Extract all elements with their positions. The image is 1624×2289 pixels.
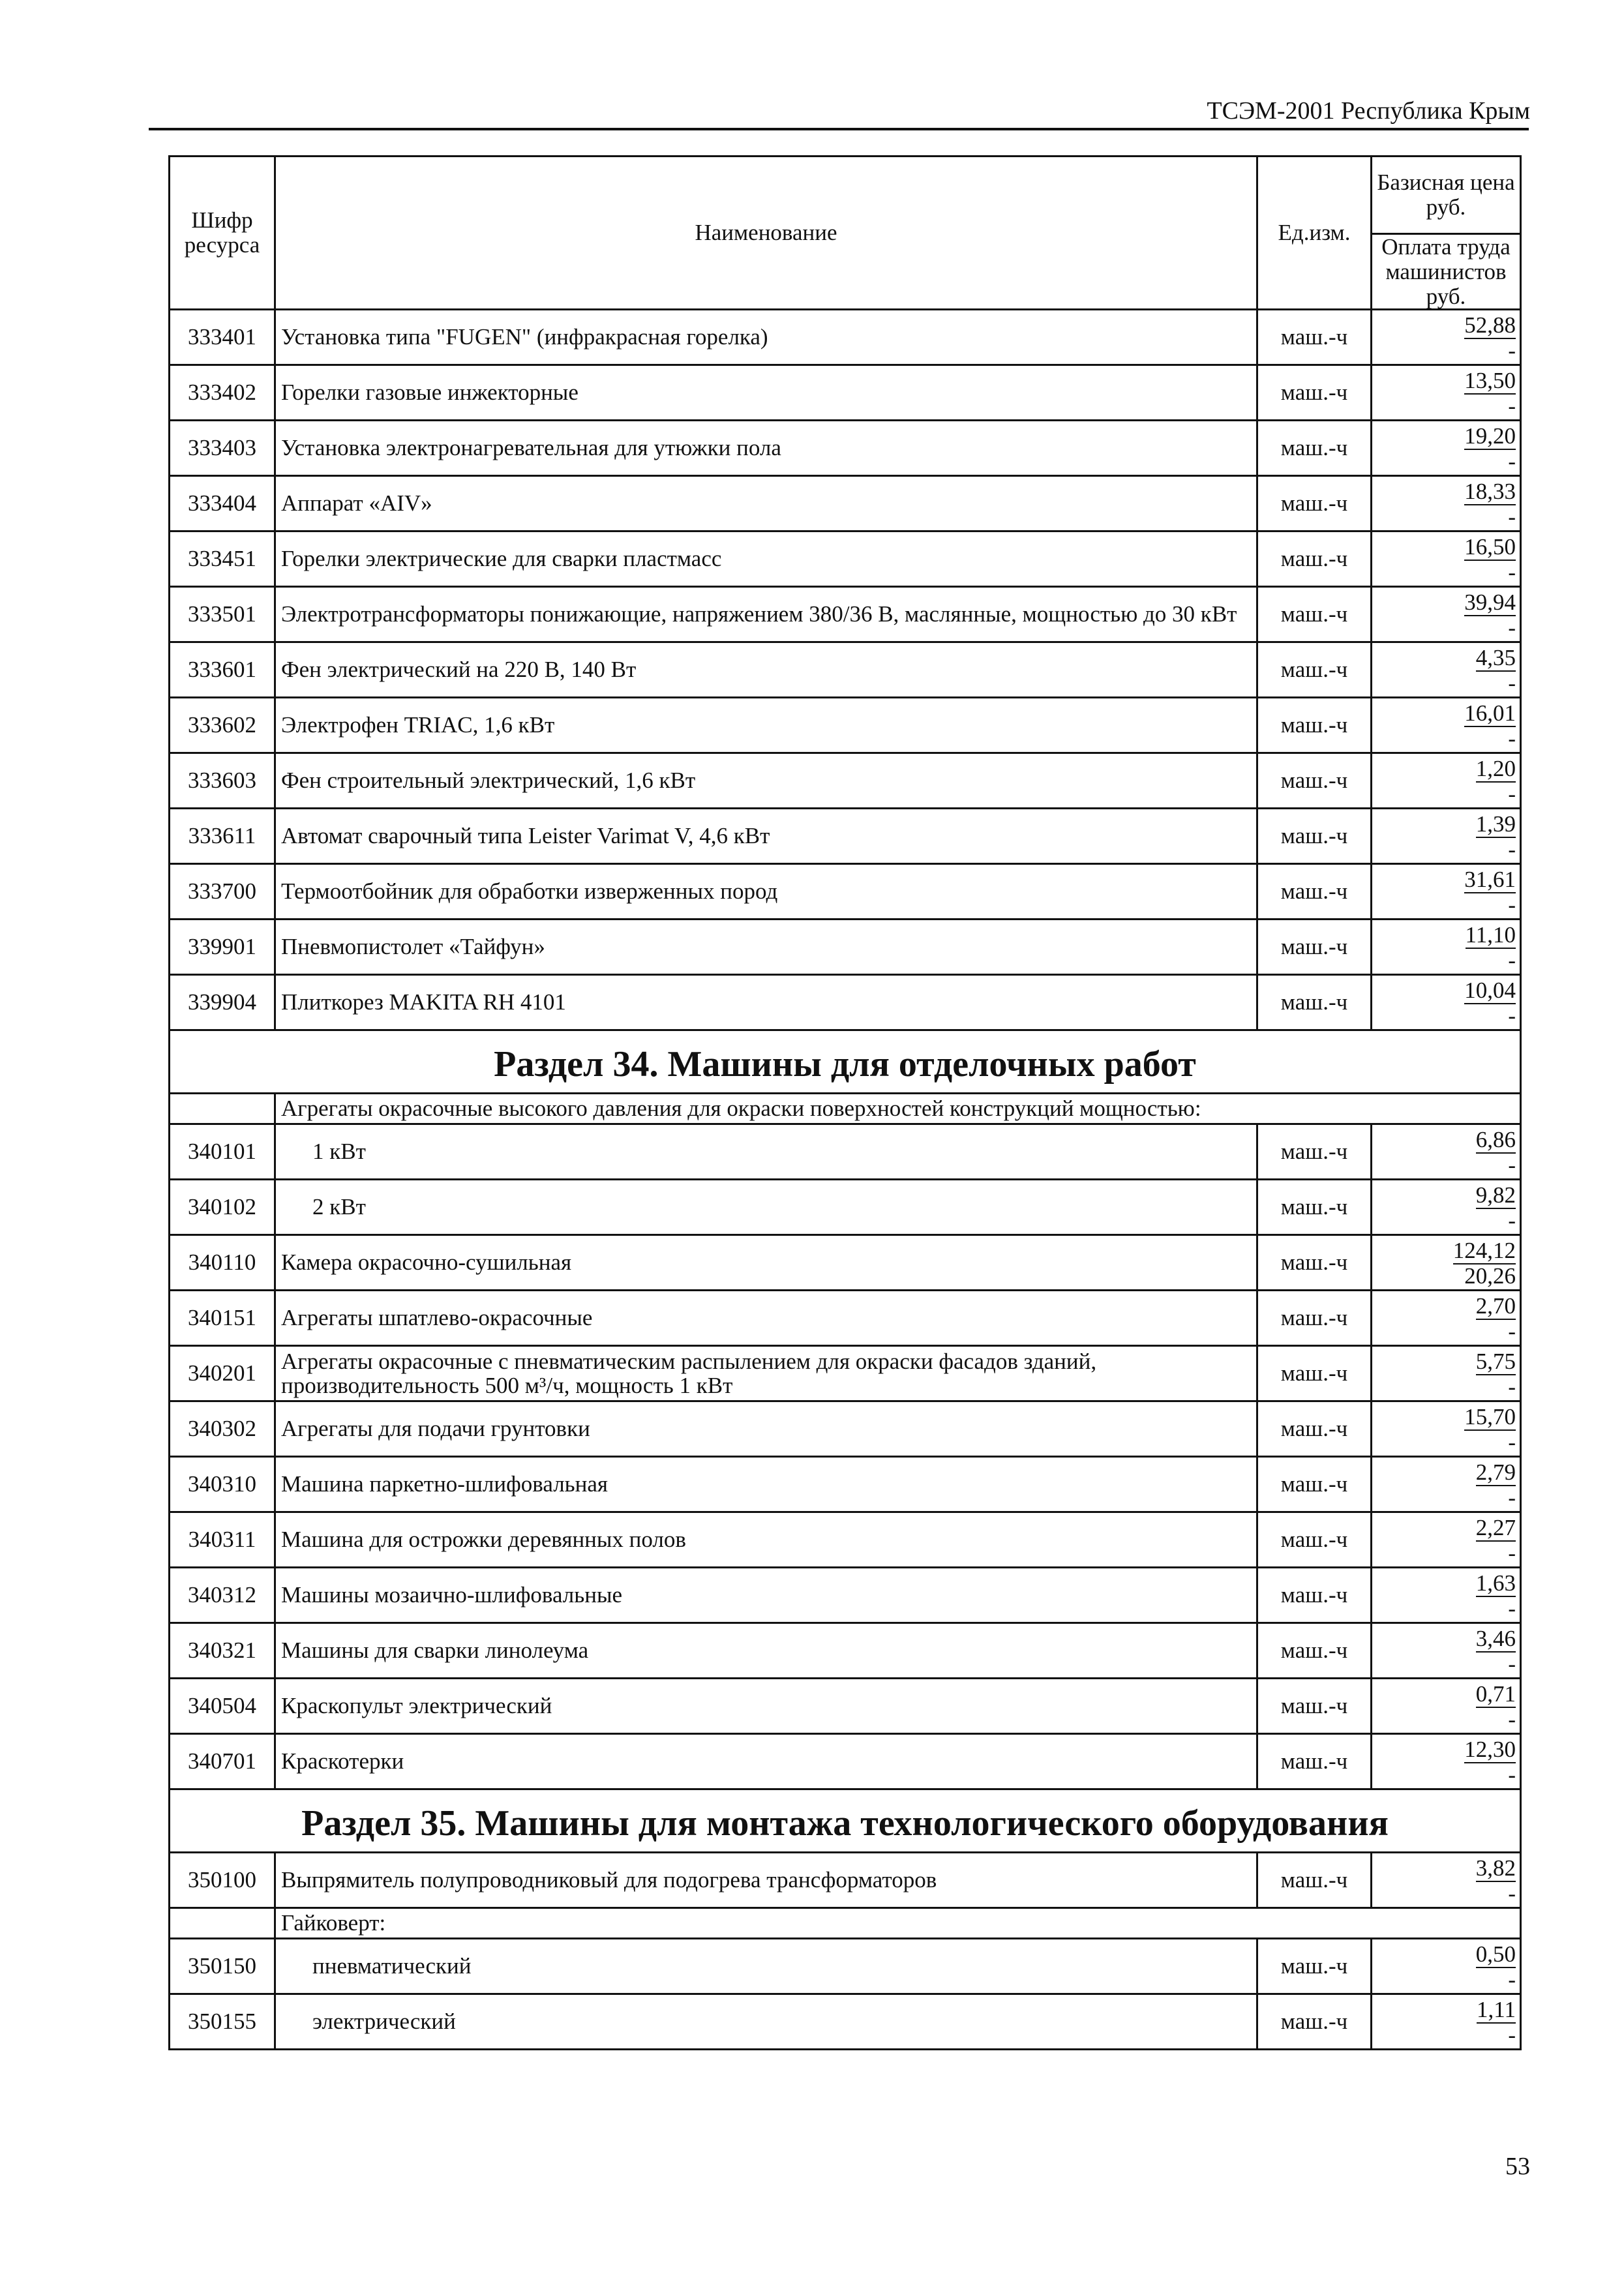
base-price: 0,50 [1475,1941,1516,1967]
base-price: 10,04 [1464,978,1516,1004]
price-cell [1372,1853,1521,1908]
operator-pay: - [1508,1002,1516,1028]
resource-name: Агрегаты окрасочные с пневматическим распылением для окраски фасадов зданий, производительность 500 м³/ч, мощность 1 кВт [275,1346,1257,1401]
table-row [170,1457,1521,1512]
table-row [170,310,1521,365]
resource-code: 333401 [170,310,275,365]
resource-code: 339901 [170,920,275,975]
table-row [170,531,1521,587]
resource-name: Краскопульт электрический [275,1679,1257,1734]
price-cell [1372,1994,1521,2050]
price-cell [1372,864,1521,920]
base-price: 1,11 [1477,1997,1516,2023]
table-header-row [170,157,1521,234]
base-price: 1,63 [1475,1570,1516,1596]
price-cell [1372,920,1521,975]
base-price: 5,75 [1475,1349,1516,1375]
table-row [170,1679,1521,1734]
resource-unit: маш.-ч [1257,975,1372,1030]
price-cell [1372,1180,1521,1235]
header-rule [149,128,1529,130]
operator-pay: - [1508,2022,1516,2048]
resource-code: 333402 [170,365,275,421]
resource-name: Агрегаты для подачи грунтовки [275,1401,1257,1457]
resource-unit: маш.-ч [1257,421,1372,476]
resource-code: 340302 [170,1401,275,1457]
resource-unit: маш.-ч [1257,1235,1372,1291]
operator-pay: - [1508,614,1516,640]
resource-code: 333451 [170,531,275,587]
resource-code: 340201 [170,1346,275,1401]
price-cell [1372,698,1521,753]
resource-unit: маш.-ч [1257,1853,1372,1908]
resource-name: Камера окрасочно-сушильная [275,1235,1257,1291]
table-row [170,1180,1521,1235]
table-row [170,587,1521,642]
resource-code: 333403 [170,421,275,476]
resource-unit: маш.-ч [1257,1994,1372,2050]
resource-name: 2 кВт [275,1180,1257,1235]
resource-code: 333700 [170,864,275,920]
base-price: 2,70 [1475,1293,1516,1319]
resource-unit: маш.-ч [1257,1180,1372,1235]
operator-pay: - [1508,1429,1516,1455]
operator-pay: - [1508,1373,1516,1399]
resource-name: Электрофен TRIAC, 1,6 кВт [275,698,1257,753]
resource-name: Выпрямитель полупроводниковый для подогрева трансформаторов [275,1853,1257,1908]
base-price: 0,71 [1475,1681,1516,1707]
operator-pay: - [1508,891,1516,918]
operator-pay: - [1508,1484,1516,1510]
resource-unit: маш.-ч [1257,1401,1372,1457]
resource-code: 350155 [170,1994,275,2050]
table-row [170,365,1521,421]
base-price: 13,50 [1464,368,1516,394]
table-row [170,1346,1521,1401]
table-row [170,975,1521,1030]
resource-unit: маш.-ч [1257,1512,1372,1568]
column-header-operator-pay: Оплата труда машинистов руб. [1372,234,1521,310]
document-title: ТСЭМ-2001 Республика Крым [1207,97,1530,125]
base-price: 16,50 [1464,534,1516,560]
resource-name: Горелки электрические для сварки пластмасс [275,531,1257,587]
resource-unit: маш.-ч [1257,1457,1372,1512]
resource-code: 350150 [170,1939,275,1994]
table-row [170,1235,1521,1291]
resource-name: Термоотбойник для обработки изверженных пород [275,864,1257,920]
resource-name: Фен строительный электрический, 1,6 кВт [275,753,1257,809]
resource-code: 340151 [170,1291,275,1346]
price-cell [1372,476,1521,531]
resource-code: 340321 [170,1623,275,1679]
resource-unit: маш.-ч [1257,1291,1372,1346]
section-title: Раздел 35. Машины для монтажа технологического оборудования [170,1789,1521,1853]
base-price: 9,82 [1475,1182,1516,1208]
table-row [170,809,1521,864]
resource-unit: маш.-ч [1257,310,1372,365]
base-price: 2,79 [1475,1459,1516,1486]
price-cell [1372,1457,1521,1512]
resource-unit: маш.-ч [1257,1568,1372,1623]
table-row [170,1939,1521,1994]
operator-pay: - [1508,1207,1516,1233]
group-code-empty [170,1094,275,1124]
resource-unit: маш.-ч [1257,809,1372,864]
table-row [170,1568,1521,1623]
resource-name: Установка типа "FUGEN" (инфракрасная горелка) [275,310,1257,365]
column-header-code: Шифр ресурса [170,157,275,310]
price-cell [1372,1734,1521,1789]
table-row [170,1124,1521,1180]
resource-code: 333404 [170,476,275,531]
group-heading-row [170,1094,1521,1124]
resource-name: Машина паркетно-шлифовальная [275,1457,1257,1512]
resource-code: 350100 [170,1853,275,1908]
price-cell [1372,1512,1521,1568]
resource-unit: маш.-ч [1257,1623,1372,1679]
table-row [170,920,1521,975]
resource-name: электрический [275,1994,1257,2050]
operator-pay: - [1508,836,1516,862]
resource-code: 333501 [170,587,275,642]
table-row [170,1401,1521,1457]
resource-unit: маш.-ч [1257,753,1372,809]
resource-unit: маш.-ч [1257,365,1372,421]
base-price: 31,61 [1464,867,1516,893]
operator-pay: - [1508,1761,1516,1788]
operator-pay: - [1508,781,1516,807]
resource-name: Пневмопистолет «Тайфун» [275,920,1257,975]
resource-unit: маш.-ч [1257,1124,1372,1180]
operator-pay: - [1508,725,1516,751]
price-cell [1372,531,1521,587]
table-row [170,1623,1521,1679]
base-price: 3,82 [1475,1855,1516,1881]
resource-code: 333611 [170,809,275,864]
table-row [170,1512,1521,1568]
operator-pay: - [1508,1152,1516,1178]
base-price: 1,20 [1475,756,1516,782]
price-cell [1372,1235,1521,1291]
resource-code: 333603 [170,753,275,809]
resource-name: Фен электрический на 220 В, 140 Вт [275,642,1257,698]
resource-name: Аппарат «AIV» [275,476,1257,531]
resource-name: Краскотерки [275,1734,1257,1789]
operator-pay: - [1508,393,1516,419]
operator-pay: - [1508,1880,1516,1906]
base-price: 6,86 [1475,1127,1516,1153]
table-row [170,421,1521,476]
resource-code: 333602 [170,698,275,753]
column-header-unit: Ед.изм. [1257,157,1372,310]
operator-pay: - [1508,1595,1516,1621]
price-cell [1372,1679,1521,1734]
group-heading: Гайковерт: [275,1908,1521,1939]
resource-unit: маш.-ч [1257,476,1372,531]
resource-name: Машины для сварки линолеума [275,1623,1257,1679]
price-cell [1372,1346,1521,1401]
operator-pay: - [1508,559,1516,585]
base-price: 18,33 [1464,479,1516,505]
resource-name: Машины мозаично-шлифовальные [275,1568,1257,1623]
price-cell [1372,310,1521,365]
resource-unit: маш.-ч [1257,1346,1372,1401]
operator-pay: - [1508,448,1516,474]
base-price: 124,12 [1452,1238,1516,1264]
resource-name: Горелки газовые инжекторные [275,365,1257,421]
resource-unit: маш.-ч [1257,642,1372,698]
price-cell [1372,421,1521,476]
price-cell [1372,1939,1521,1994]
resource-name: пневматический [275,1939,1257,1994]
resource-code: 340504 [170,1679,275,1734]
section-34-heading [170,1030,1521,1094]
resource-code: 340110 [170,1235,275,1291]
group-heading: Агрегаты окрасочные высокого давления для окраски поверхностей конструкций мощностью: [275,1094,1521,1124]
operator-pay: - [1508,1706,1516,1732]
resource-price-table [168,155,1522,2050]
resource-unit: маш.-ч [1257,864,1372,920]
table-row [170,1291,1521,1346]
operator-pay: - [1508,503,1516,530]
table-row [170,1853,1521,1908]
resource-unit: маш.-ч [1257,920,1372,975]
resource-code: 340310 [170,1457,275,1512]
price-cell [1372,642,1521,698]
resource-name: Агрегаты шпатлево-окрасочные [275,1291,1257,1346]
page-number: 53 [1505,2153,1530,2180]
base-price: 1,39 [1475,811,1516,837]
price-cell [1372,1401,1521,1457]
table-row [170,864,1521,920]
table-row [170,476,1521,531]
base-price: 19,20 [1464,423,1516,449]
resource-name: Установка электронагревательная для утюжки пола [275,421,1257,476]
price-cell [1372,1291,1521,1346]
operator-pay: - [1508,1651,1516,1677]
group-heading-row [170,1908,1521,1939]
base-price: 12,30 [1464,1737,1516,1763]
price-cell [1372,1124,1521,1180]
base-price: 2,27 [1475,1515,1516,1541]
resource-unit: маш.-ч [1257,1679,1372,1734]
base-price: 39,94 [1464,590,1516,616]
base-price: 15,70 [1464,1404,1516,1430]
base-price: 52,88 [1464,312,1516,338]
resource-code: 340701 [170,1734,275,1789]
resource-code: 340101 [170,1124,275,1180]
operator-pay: - [1508,1540,1516,1566]
table-row [170,1734,1521,1789]
base-price: 4,35 [1475,645,1516,671]
resource-unit: маш.-ч [1257,1939,1372,1994]
resource-code: 340311 [170,1512,275,1568]
price-cell [1372,809,1521,864]
price-cell [1372,753,1521,809]
section-35-heading [170,1789,1521,1853]
table-row [170,1994,1521,2050]
resource-name: Плиткорез MAKITA RH 4101 [275,975,1257,1030]
operator-pay: - [1508,1966,1516,1992]
column-header-base-price: Базисная цена руб. [1372,157,1521,234]
resource-code: 340312 [170,1568,275,1623]
operator-pay: - [1508,1318,1516,1344]
table-row [170,698,1521,753]
resource-code: 339904 [170,975,275,1030]
operator-pay: - [1508,947,1516,973]
resource-name: Машина для острожки деревянных полов [275,1512,1257,1568]
resource-name: Автомат сварочный типа Leister Varimat V, 4,6 кВт [275,809,1257,864]
resource-code: 340102 [170,1180,275,1235]
group-code-empty [170,1908,275,1939]
base-price: 3,46 [1475,1626,1516,1652]
base-price: 16,01 [1464,700,1516,726]
price-cell [1372,1568,1521,1623]
resource-name: Электротрансформаторы понижающие, напряжением 380/36 В, маслянные, мощностью до 30 кВт [275,587,1257,642]
column-header-name: Наименование [275,157,1257,310]
resource-name: 1 кВт [275,1124,1257,1180]
base-price: 11,10 [1465,922,1516,948]
resource-unit: маш.-ч [1257,531,1372,587]
price-cell [1372,365,1521,421]
price-cell [1372,587,1521,642]
price-cell [1372,1623,1521,1679]
resource-unit: маш.-ч [1257,1734,1372,1789]
resource-code: 333601 [170,642,275,698]
resource-unit: маш.-ч [1257,587,1372,642]
price-cell [1372,975,1521,1030]
table-row [170,642,1521,698]
operator-pay: - [1508,337,1516,363]
operator-pay: 20,26 [1464,1263,1516,1289]
resource-unit: маш.-ч [1257,698,1372,753]
section-title: Раздел 34. Машины для отделочных работ [170,1030,1521,1094]
table-row [170,753,1521,809]
operator-pay: - [1508,670,1516,696]
